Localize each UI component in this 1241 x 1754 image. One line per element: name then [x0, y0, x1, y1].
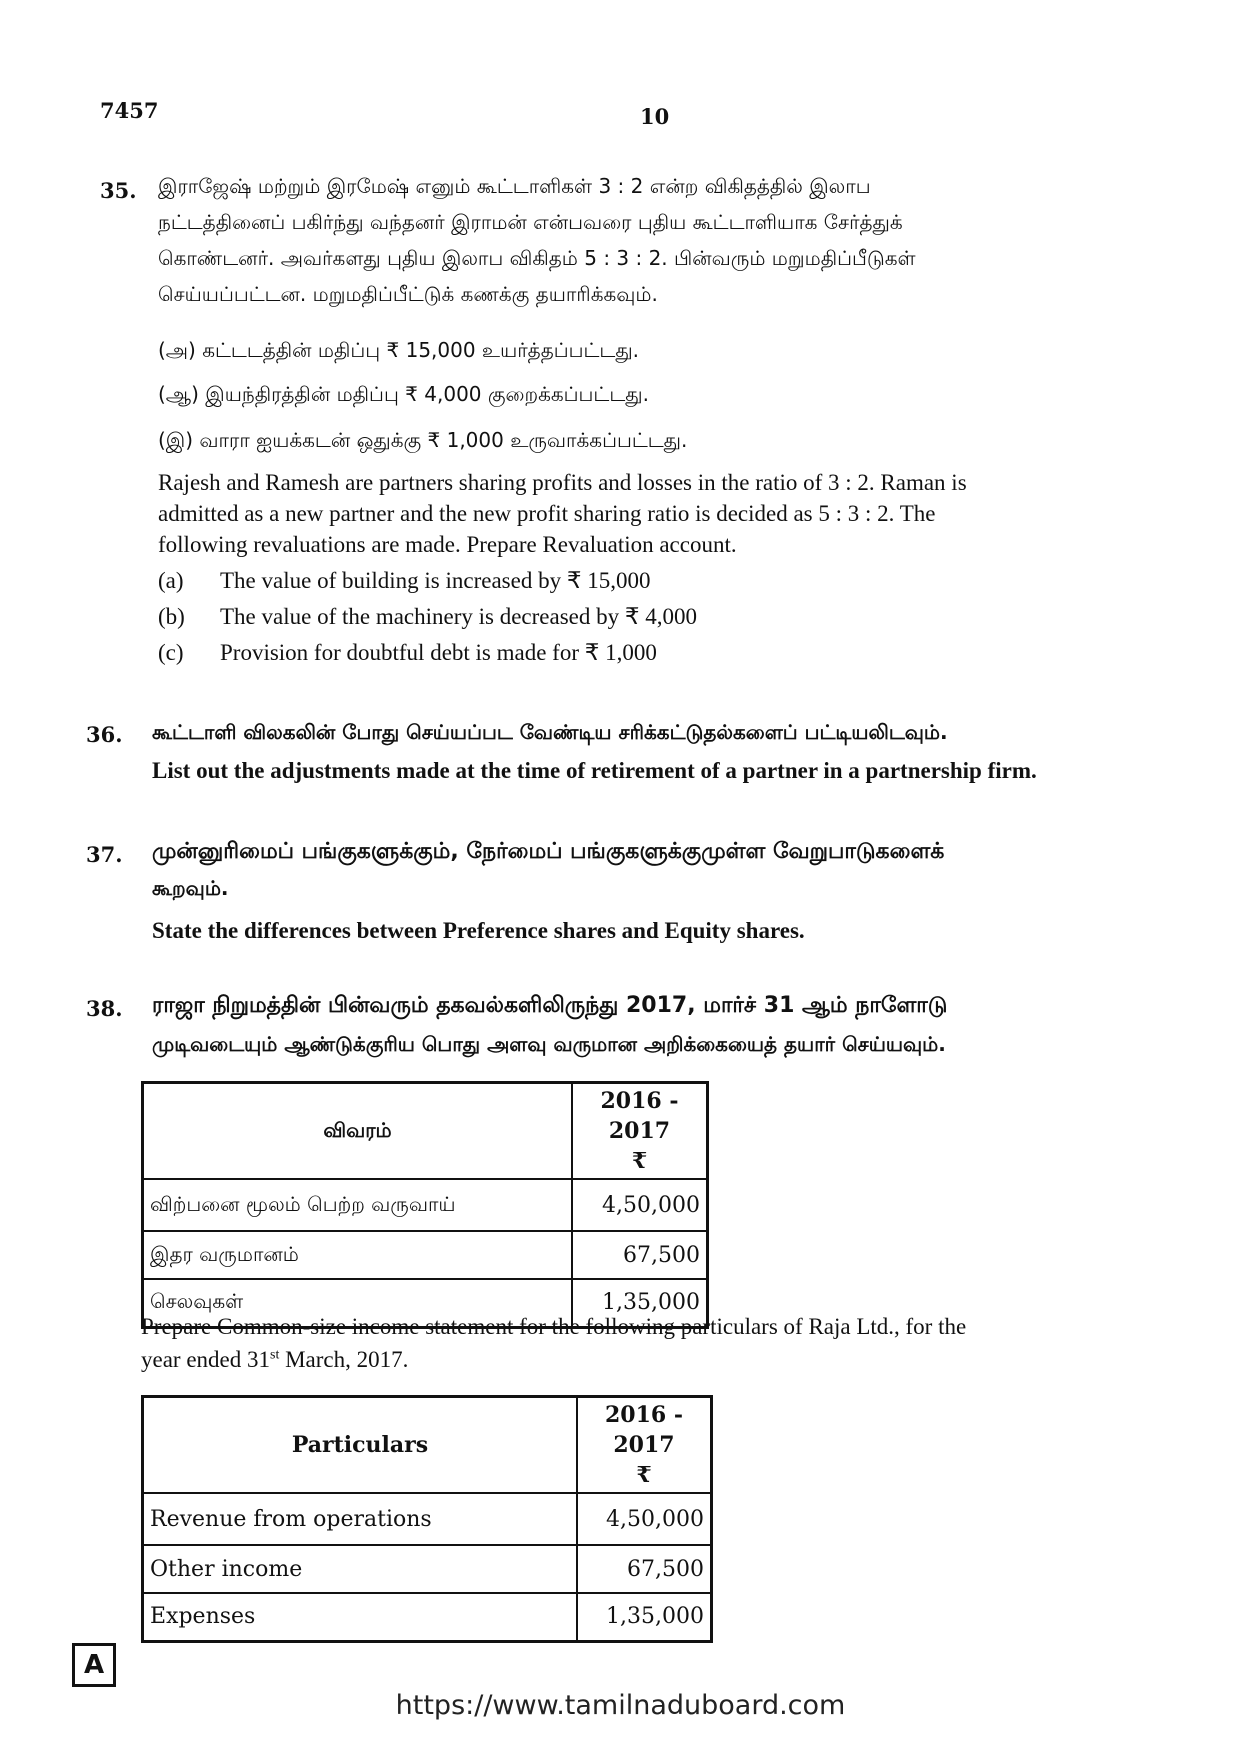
table-header-particulars: Particulars — [143, 1397, 578, 1494]
question-number-35: 35. — [100, 178, 137, 203]
item-text: The value of the machinery is decreased by ₹ 4,000 — [220, 604, 698, 629]
q36-english: List out the adjustments made at the time of retirement of a partner in a partnership firm. — [152, 758, 1037, 783]
q35-tamil-line-2: நட்டத்தினைப் பகிர்ந்து வந்தனர் இராமன் என்பவரை புதிய கூட்டாளியாக சேர்த்துக் — [158, 210, 903, 234]
table-header-row — [143, 1083, 708, 1180]
q38-english-line-2-tail: March, 2017. — [279, 1347, 409, 1372]
q38-english-line-2 — [141, 1347, 408, 1373]
q35-tamil-line-3: கொண்டனர். அவர்களது புதிய இலாப விகிதம் 5 : 3 : 2. பின்வரும் மறுமதிப்பீடுகள் — [158, 246, 916, 270]
table-header-year-cell — [572, 1083, 708, 1180]
item-label: (b) — [158, 604, 185, 629]
table-row — [143, 1231, 708, 1279]
q38-english-table — [141, 1395, 713, 1643]
q38-tamil-table — [141, 1081, 709, 1329]
q37-english: State the differences between Preference shares and Equity shares. — [152, 918, 805, 943]
q36-tamil: கூட்டாளி விலகலின் போது செய்யப்பட வேண்டிய சரிக்கட்டுதல்களைப் பட்டியலிடவும். — [152, 720, 948, 744]
table-header-particulars: விவரம் — [143, 1083, 573, 1180]
version-box: A — [72, 1643, 116, 1687]
question-number-37: 37. — [86, 842, 123, 867]
question-number-36: 36. — [86, 722, 123, 747]
q35-tamil-item-c: (இ) வாரா ஐயக்கடன் ஒதுக்கு ₹ 1,000 உருவாக்கப்பட்டது. — [158, 428, 688, 452]
q35-english-line-3: following revaluations are made. Prepare Revaluation account. — [158, 532, 737, 557]
table-cell-value: 4,50,000 — [577, 1493, 712, 1545]
q38-english-line-1: Prepare Common-size income statement for the following particulars of Raja Ltd., for the — [141, 1314, 967, 1339]
table-cell-value: 4,50,000 — [572, 1179, 708, 1231]
table-header-row — [143, 1397, 712, 1494]
q35-english-item-b — [158, 604, 697, 630]
q38-tamil-line-1: ராஜா நிறுமத்தின் பின்வரும் தகவல்களிலிருந்து 2017, மார்ச் 31 ஆம் நாளோடு — [152, 993, 948, 1018]
table-cell-label: Other income — [143, 1545, 578, 1593]
q35-english-item-a — [158, 568, 650, 594]
table-row — [143, 1593, 712, 1641]
table-cell-label: செலவுகள் — [143, 1279, 573, 1327]
item-label: (a) — [158, 568, 184, 593]
q38-english-line-2-text: year ended 31 — [141, 1347, 270, 1372]
q35-tamil-item-a: (அ) கட்டடத்தின் மதிப்பு ₹ 15,000 உயர்த்தப்பட்டது. — [158, 338, 640, 362]
page-number: 10 — [640, 104, 670, 129]
table-header-year: 2016 - 2017 — [604, 1402, 684, 1458]
table-cell-value: 67,500 — [572, 1231, 708, 1279]
q37-tamil-line-2: கூறவும். — [152, 876, 229, 900]
table-row — [143, 1179, 708, 1231]
q35-tamil-line-4: செய்யப்பட்டன. மறுமதிப்பீட்டுக் கணக்கு தயாரிக்கவும். — [158, 282, 658, 306]
table-cell-value: 1,35,000 — [572, 1279, 708, 1327]
paper-code: 7457 — [100, 98, 159, 123]
table-cell-value: 1,35,000 — [577, 1593, 712, 1641]
item-text: The value of building is increased by ₹ 15,000 — [220, 568, 651, 593]
q35-english-line-1: Rajesh and Ramesh are partners sharing profits and losses in the ratio of 3 : 2. Raman is — [158, 470, 967, 495]
table-row — [143, 1493, 712, 1545]
table-header-unit: ₹ — [636, 1462, 652, 1488]
table-header-unit: ₹ — [631, 1148, 648, 1174]
table-cell-label: விற்பனை மூலம் பெற்ற வருவாய் — [143, 1179, 573, 1231]
q37-tamil-line-1: முன்னுரிமைப் பங்குகளுக்கும், நேர்மைப் பங்குகளுக்குமுள்ள வேறுபாடுகளைக் — [152, 839, 945, 864]
question-number-38: 38. — [86, 996, 123, 1021]
table-cell-label: Revenue from operations — [143, 1493, 578, 1545]
q35-tamil-line-1: இராஜேஷ் மற்றும் இரமேஷ் எனும் கூட்டாளிகள் 3 : 2 என்ற விகிதத்தில் இலாப — [158, 174, 871, 198]
table-header-year: 2016 - 2017 — [600, 1088, 679, 1144]
table-row — [143, 1545, 712, 1593]
source-url[interactable]: https://www.tamilnaduboard.com — [395, 1690, 846, 1721]
q35-english-item-c — [158, 640, 657, 666]
table-cell-value: 67,500 — [577, 1545, 712, 1593]
item-text: Provision for doubtful debt is made for ₹ 1,000 — [220, 640, 657, 665]
q35-tamil-item-b: (ஆ) இயந்திரத்தின் மதிப்பு ₹ 4,000 குறைக்கப்பட்டது. — [158, 382, 649, 406]
table-cell-label: இதர வருமானம் — [143, 1231, 573, 1279]
table-header-year-cell — [577, 1397, 712, 1494]
q38-tamil-line-2: முடிவடையும் ஆண்டுக்குரிய பொது அளவு வருமான அறிக்கையைத் தயார் செய்யவும். — [152, 1032, 946, 1056]
q35-english-line-2: admitted as a new partner and the new profit sharing ratio is decided as 5 : 3 : 2. The — [158, 501, 936, 526]
q38-english-superscript: st — [270, 1347, 280, 1363]
table-cell-label: Expenses — [143, 1593, 578, 1641]
item-label: (c) — [158, 640, 184, 665]
